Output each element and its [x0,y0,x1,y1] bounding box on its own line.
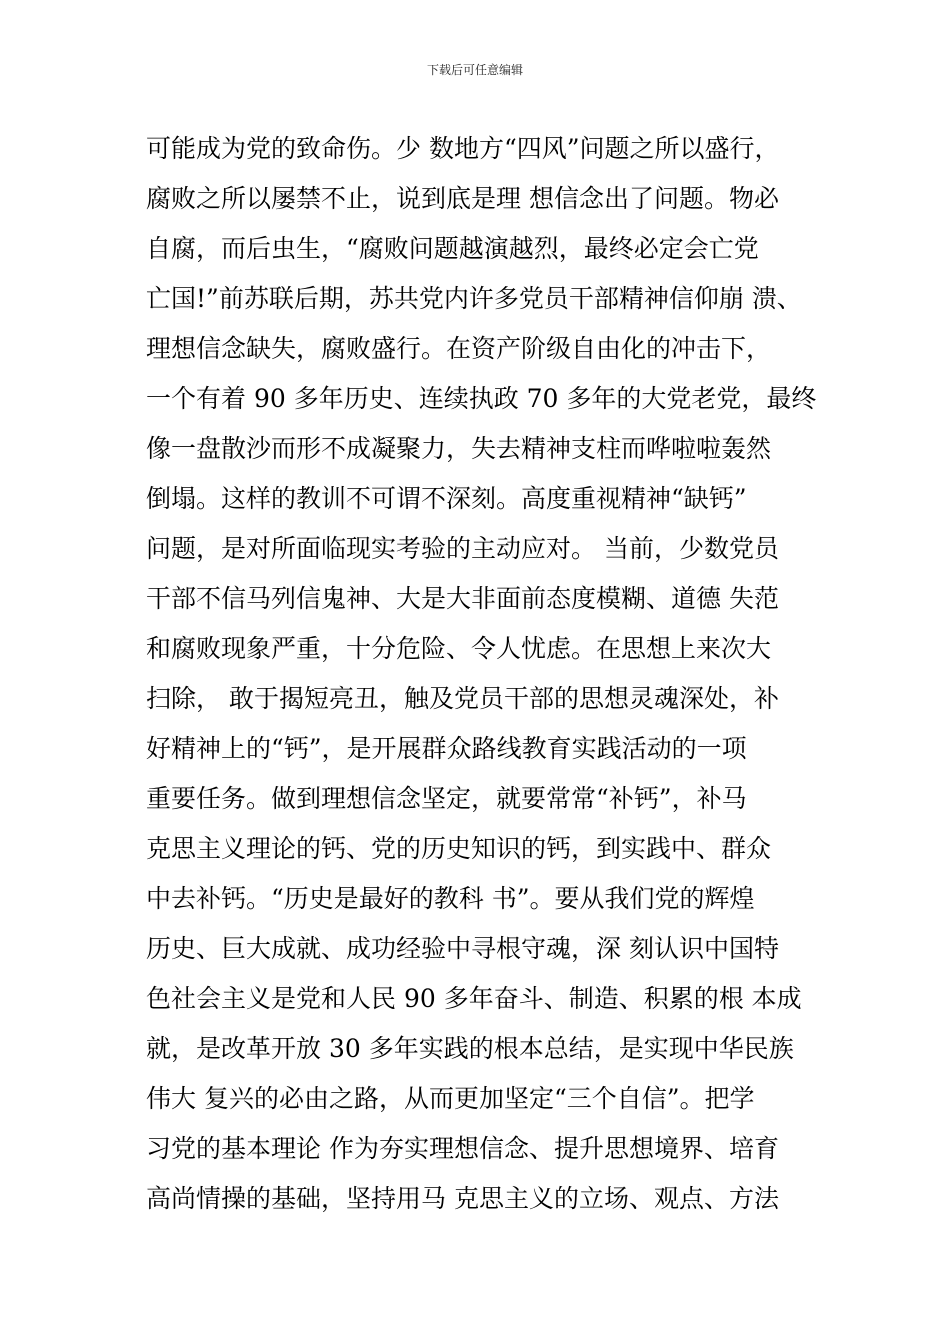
text-line: 干部不信马列信鬼神、大是大非面前态度模糊、道德 失范 [146,584,779,613]
text-line: 就，是改革开放 30 多年实践的根本总结，是实现中华民族 [146,1034,794,1063]
text-line: 重要任务。做到理想信念坚定，就要常常“补钙”，补马 [146,784,747,813]
text-line: 一个有着 90 多年历史、连续执政 70 多年的大党老党，最终 [146,384,817,413]
text-line: 和腐败现象严重，十分危险、令人忧虑。在思想上来次大 [146,634,772,663]
text-line: 中去补钙。“历史是最好的教科 书”。要从我们党的辉煌 [146,884,755,913]
text-line: 伟大 复兴的必由之路，从而更加坚定“三个自信”。把学 [146,1084,755,1113]
page-header: 下载后可任意编辑 [426,63,523,77]
text-line: 腐败之所以屡禁不止，说到底是理 想信念出了问题。物必 [146,184,779,213]
body-text [146,124,826,1224]
text-line: 历史、巨大成就、成功经验中寻根守魂，深 刻认识中国特 [146,934,779,963]
text-line: 好精神上的“钙”，是开展群众路线教育实践活动的一项 [146,734,747,763]
text-line: 理想信念缺失，腐败盛行。在资产阶级自由化的冲击下， [146,334,772,363]
text-line: 自腐，而后虫生，“腐败问题越演越烈，最终必定会亡党 [146,234,759,263]
text-line: 扫除， 敢于揭短亮丑，触及党员干部的思想灵魂深处，补 [146,684,779,713]
text-line: 克思主义理论的钙、党的历史知识的钙，到实践中、群众 [146,834,772,863]
text-line: 倒塌。这样的教训不可谓不深刻。高度重视精神“缺钙” [146,484,747,513]
text-line: 可能成为党的致命伤。少 数地方“四风”问题之所以盛行， [146,134,780,163]
text-line: 问题，是对所面临现实考验的主动应对。 当前，少数党员 [146,534,779,563]
text-line: 习党的基本理论 作为夯实理想信念、提升思想境界、培育 [146,1134,779,1163]
text-line: 像一盘散沙而形不成凝聚力，失去精神支柱而哗啦啦轰然 [146,434,772,463]
text-line: 色社会主义是党和人民 90 多年奋斗、制造、积累的根 本成 [146,984,802,1013]
text-line: 高尚情操的基础，坚持用马 克思主义的立场、观点、方法 [146,1184,779,1213]
text-line: 亡国!”前苏联后期，苏共党内许多党员干部精神信仰崩 溃、 [146,284,802,313]
